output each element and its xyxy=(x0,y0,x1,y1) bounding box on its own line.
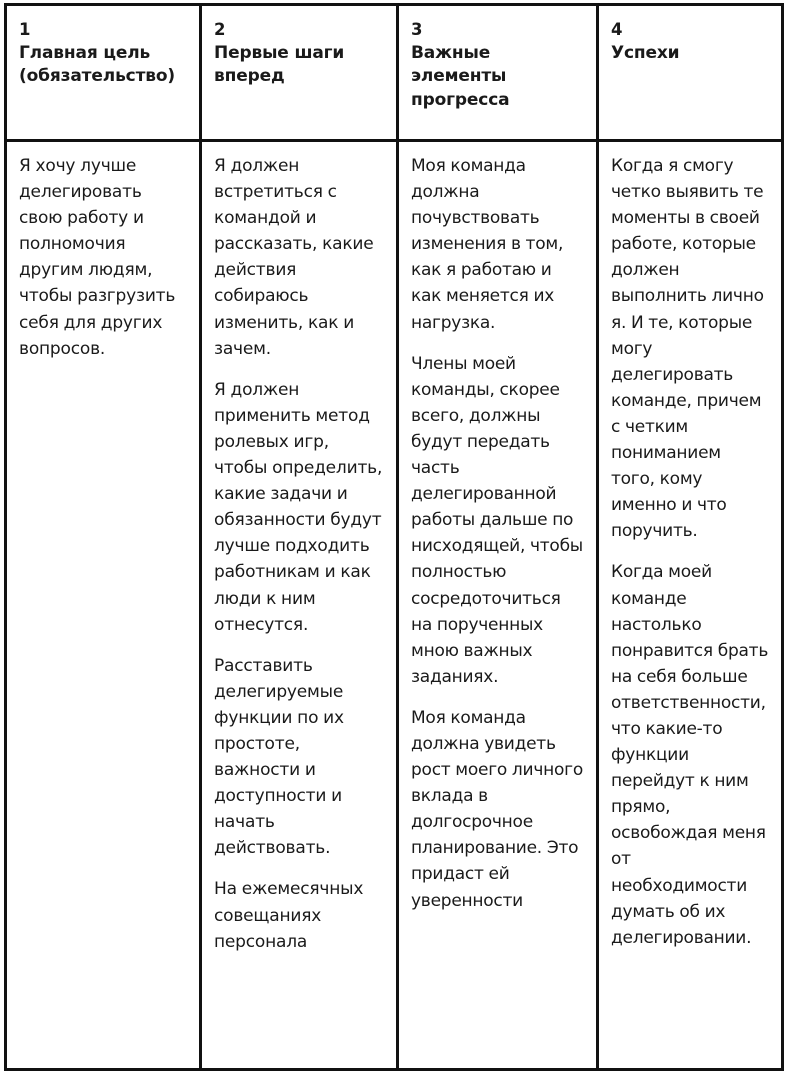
column-header-2 xyxy=(202,6,396,142)
paragraph: Моя команда должна почувствовать изменения в том, как я работаю и как меняется их нагрузка. xyxy=(411,156,564,333)
column-title: Успехи xyxy=(611,42,680,63)
column-header-4 xyxy=(599,6,781,142)
worksheet-column-4 xyxy=(596,6,781,1068)
column-body-4 xyxy=(599,142,781,1068)
column-body-1 xyxy=(7,142,199,1068)
paragraph: Я должен применить метод ролевых игр, чтобы определить, какие задачи и обязанности будут лучше подходить работникам и как люди к ним отнесутся. xyxy=(214,379,383,635)
paragraph: Расставить делегируемые функции по их простоте, важности и доступности и начать действовать. xyxy=(214,655,344,859)
column-title: Главная цель (обязательство) xyxy=(19,42,176,87)
column-header-1 xyxy=(7,6,199,142)
worksheet-column-2 xyxy=(199,6,396,1068)
paragraph: На ежемесячных совещаниях персонала xyxy=(214,879,364,952)
worksheet-column-1 xyxy=(7,6,199,1068)
column-title: Важные элементы прогресса xyxy=(411,42,510,110)
column-title: Первые шаги вперед xyxy=(214,42,345,87)
paragraph: Я должен встретиться с командой и рассказать, какие действия собираюсь изменить, как и зачем. xyxy=(214,156,374,359)
paragraph: Члены моей команды, скорее всего, должны будут передать часть делегированной работы дальше по нисходящей, чтобы полностью сосредоточиться на порученных мною важных заданиях. xyxy=(411,353,583,687)
column-number: 4 xyxy=(611,20,623,39)
worksheet-column-3 xyxy=(396,6,596,1068)
paragraph: Моя команда должна увидеть рост моего личного вклада в долгосрочное планирование. Это придаст ей уверенности xyxy=(411,707,583,911)
column-body-2 xyxy=(202,142,396,1068)
worksheet-table xyxy=(4,3,784,1071)
column-number: 2 xyxy=(214,20,226,39)
column-body-3 xyxy=(399,142,596,1068)
paragraph: Когда я смогу четко выявить те моменты в своей работе, которые должен выполнить лично я. И те, которые могу делегировать команде, причем с четким пониманием того, кому именно и что поручить. xyxy=(611,156,764,542)
column-number: 3 xyxy=(411,20,423,39)
column-number: 1 xyxy=(19,20,31,39)
paragraph: Я хочу лучше делегировать свою работу и полномочия другим людям, чтобы разгрузить себя для других вопросов. xyxy=(19,156,176,359)
paragraph: Когда моей команде настолько понравится брать на себя больше ответственности, что какие-то функции перейдут к ним прямо, освобождая меня от необходимости думать об их делегировании. xyxy=(611,562,769,948)
column-header-3 xyxy=(399,6,596,142)
